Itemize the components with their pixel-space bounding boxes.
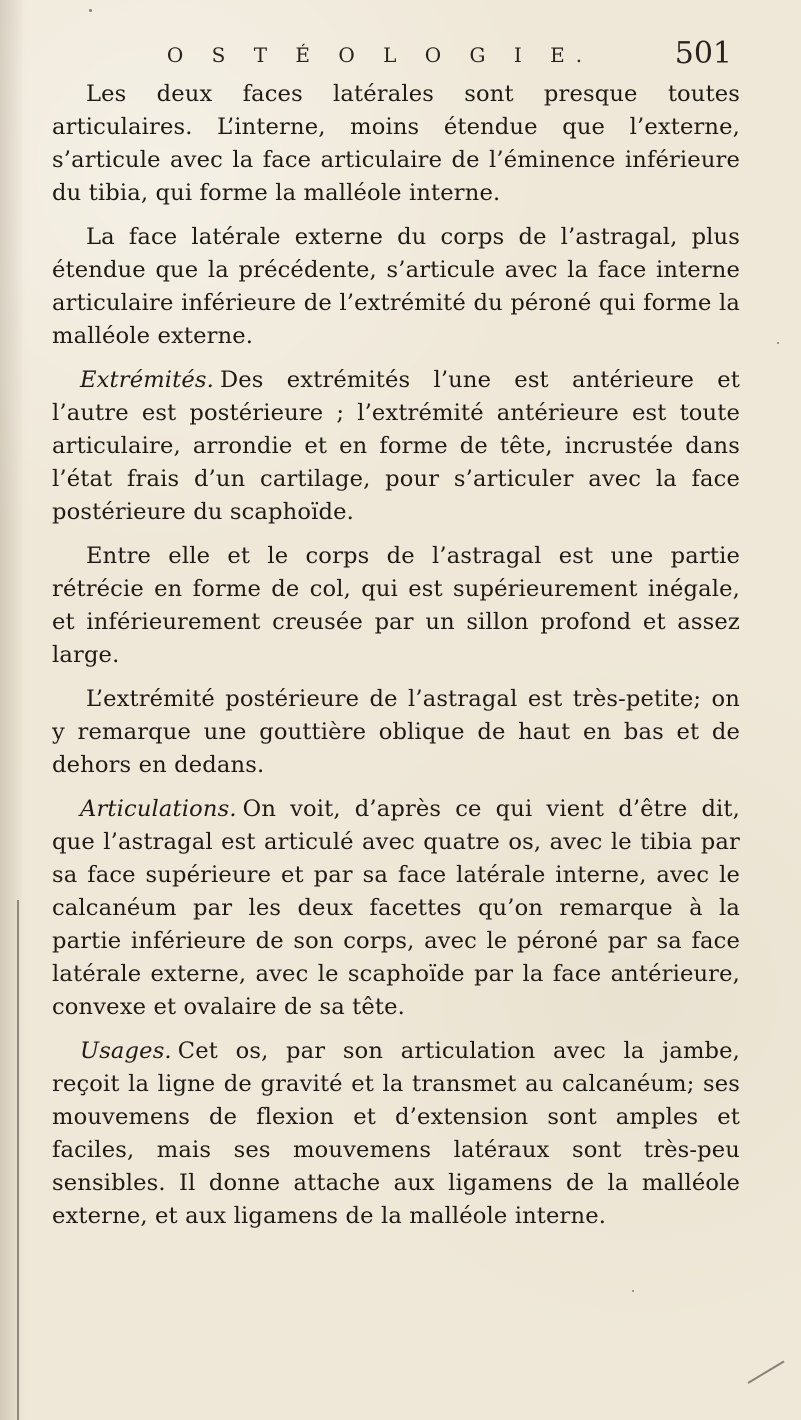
section-heading: Extrémités. [80,367,215,393]
paragraph-5 [52,683,740,782]
main-text [52,78,740,1233]
paragraph-text: L’extrémité postérieure de l’astragal est très-petite; on y remarque une gouttière oblique de haut en bas et de dehors en dedans. [52,686,740,778]
paragraph-2 [52,221,740,353]
page-number: 501 [674,36,732,71]
margin-mark [747,1361,784,1384]
section-heading: Usages. [80,1038,172,1064]
paragraph-text: Cet os, par son articulation avec la jambe, reçoit la ligne de gravité et la transmet au calcanéum; ses mouvemens de flexion et d’extension sont amples et faciles, mais ses mouvemens latéraux sont très-peu sensibles. Il donne attache aux ligamens de la malléole externe, et aux ligamens de la malléole interne. [52,1038,740,1229]
paragraph-text: Des extrémités l’une est antérieure et l’autre est postérieure ; l’extrémité antérieure est toute articulaire, arrondie et en forme de tête, incrustée dans l’état frais d’un cartilage, pour s’articuler avec la face postérieure du scaphoïde. [52,367,740,525]
paragraph-6 [52,793,740,1024]
running-head: O S T É O L O G I E. [166,43,594,67]
paragraph-1 [52,78,740,210]
paragraph-text: Entre elle et le corps de l’astragal est une partie rétrécie en forme de col, qui est supérieurement inégale, et inférieurement creusée par un sillon profond et assez large. [52,543,740,668]
paragraph-7 [52,1035,740,1233]
paragraph-text: La face latérale externe du corps de l’astragal, plus étendue que la précédente, s’articule avec la face interne articulaire inférieure de l’extrémité du péroné qui forme la malléole externe. [52,224,740,349]
paragraph-text: On voit, d’après ce qui vient d’être dit, que l’astragal est articulé avec quatre os, avec le tibia par sa face supérieure et par sa face latérale interne, avec le calcanéum par les deux facettes qu’on remarque à la partie inférieure de son corps, avec le péroné par sa face latérale externe, avec le scaphoïde par la face antérieure, convexe et ovalaire de sa tête. [52,796,740,1020]
paper-speck [89,9,92,12]
paragraph-3 [52,364,740,529]
paper-speck [777,342,779,344]
paper-speck [632,1290,634,1292]
binding-line [17,900,19,1420]
paragraph-text: Les deux faces latérales sont presque toutes articulaires. L’interne, moins étendue que l’externe, s’articule avec la face articulaire de l’éminence inférieure du tibia, qui forme la malléole interne. [52,81,740,206]
section-heading: Articulations. [80,796,237,822]
paragraph-4 [52,540,740,672]
